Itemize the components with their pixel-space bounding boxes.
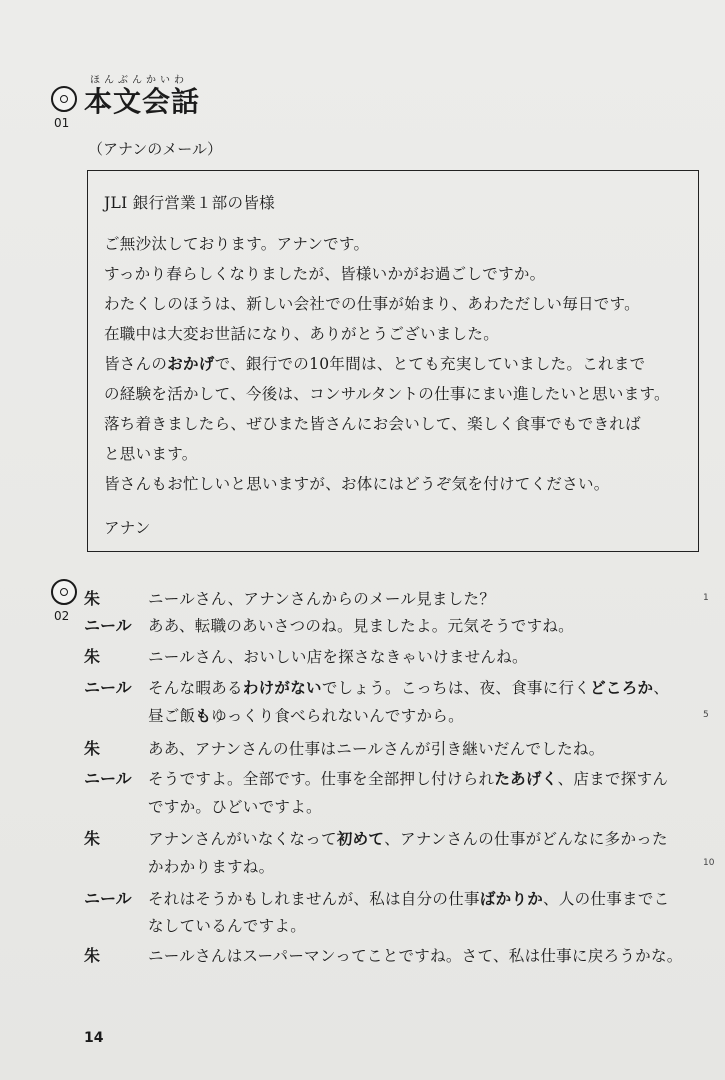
email-label: （アナンのメール） (88, 140, 222, 158)
speaker-name: 朱 (84, 946, 101, 965)
page-number: 14 (84, 1030, 104, 1046)
speaker-name: 朱 (84, 739, 101, 758)
text-run: そんな暇ある (148, 679, 243, 697)
dialogue-line (148, 676, 669, 698)
cd-icon[interactable] (51, 86, 77, 112)
speaker-name: 朱 (84, 647, 101, 666)
track-number-01: 01 (54, 116, 70, 130)
page-title: 本文会話 (84, 85, 201, 118)
email-line: わたくしのほうは、新しい会社での仕事が始まり、あわただしい毎日です。 (104, 295, 640, 313)
dialogue-line (148, 645, 528, 667)
email-line: すっかり春らしくなりましたが、皆様いかがお過ごしですか。 (104, 265, 546, 283)
text-run: 、人の仕事までこ (543, 890, 670, 908)
title-ruby: ほんぶんかいわ (90, 75, 188, 86)
text-run: でしょう。こっちは、夜、食事に行く (321, 679, 591, 697)
grammar-point: わけがない (242, 678, 322, 697)
email-line: ご無沙汰しております。アナンです。 (104, 235, 370, 253)
dialogue-line (148, 827, 668, 849)
dialogue-line (148, 887, 669, 909)
dialogue-line (148, 587, 495, 609)
email-line: 皆さんもお忙しいと思いますが、お体にはどうぞ気を付けてください。 (104, 475, 610, 493)
email-box (87, 170, 699, 552)
cd-icon[interactable] (51, 579, 77, 605)
line-number: 1 (703, 593, 709, 603)
email-addressee: JLI 銀行営業１部の皆様 (104, 194, 275, 212)
line-number: 10 (703, 858, 715, 868)
speaker-name: ニール (84, 889, 132, 908)
grammar-point: どころか (590, 678, 654, 697)
email-line: 在職中は大変お世話になり、ありがとうございました。 (104, 325, 500, 343)
text-run: ああ、転職のあいさつのね。見ましたよ。元気そうですね。 (148, 617, 574, 635)
dialogue-line (148, 855, 274, 877)
grammar-point: も (195, 706, 212, 725)
dialogue-line (148, 614, 574, 636)
speaker-name: 朱 (84, 829, 101, 848)
text-run: 、アナンさんの仕事がどんなに多かった (384, 830, 668, 848)
email-line (104, 352, 645, 374)
speaker-name: ニール (84, 769, 132, 788)
dialogue-line (148, 767, 668, 789)
email-signature: アナン (104, 519, 151, 537)
text-run: で、銀行での10年間は、とても充実していました。これまで (214, 355, 646, 373)
text-run: ですか。ひどいですよ。 (148, 798, 322, 816)
email-line: と思います。 (104, 445, 198, 463)
text-run: ゆっくり食べられないんですから。 (211, 707, 464, 725)
dialogue-line (148, 795, 322, 817)
grammar-point: ばかりか (479, 889, 544, 908)
text-run: なしているんですよ。 (148, 917, 307, 935)
dialogue-line (148, 914, 306, 936)
grammar-point: おかげ (167, 354, 215, 373)
text-run: 、店まで探すん (557, 770, 669, 788)
text-run: 皆さんの (104, 355, 168, 373)
speaker-name: ニール (84, 616, 132, 635)
track-number-02: 02 (54, 609, 70, 623)
text-run: それはそうかもしれませんが、私は自分の仕事 (148, 890, 480, 908)
text-run: ニールさん、アナンさんからのメール見ました？ (148, 590, 496, 608)
dialogue-line (148, 704, 464, 726)
text-run: 昼ご飯 (148, 707, 196, 725)
text-run: 、 (653, 679, 670, 697)
text-run: ニールさん、おいしい店を探さなきゃいけませんね。 (148, 648, 528, 666)
text-run: アナンさんがいなくなって (148, 830, 337, 848)
grammar-point: 初めて (336, 829, 385, 848)
speaker-name: ニール (84, 678, 132, 697)
speaker-name: 朱 (84, 589, 101, 608)
dialogue-line (148, 944, 683, 966)
grammar-point: たあげく (494, 769, 558, 788)
line-number: 5 (703, 710, 709, 720)
email-line: 落ち着きましたら、ぜひまた皆さんにお会いして、楽しく食事でもできれば (104, 415, 641, 433)
email-line: の経験を活かして、今後は、コンサルタントの仕事にまい進したいと思います。 (104, 385, 670, 403)
text-run: ああ、アナンさんの仕事はニールさんが引き継いだんでしたね。 (148, 740, 605, 758)
text-run: そうですよ。全部です。仕事を全部押し付けられ (148, 770, 495, 788)
text-run: ニールさんはスーパーマンってことですね。さて、私は仕事に戻ろうかな。 (148, 947, 683, 965)
text-run: かわかりますね。 (148, 858, 275, 876)
dialogue-line (148, 737, 605, 759)
